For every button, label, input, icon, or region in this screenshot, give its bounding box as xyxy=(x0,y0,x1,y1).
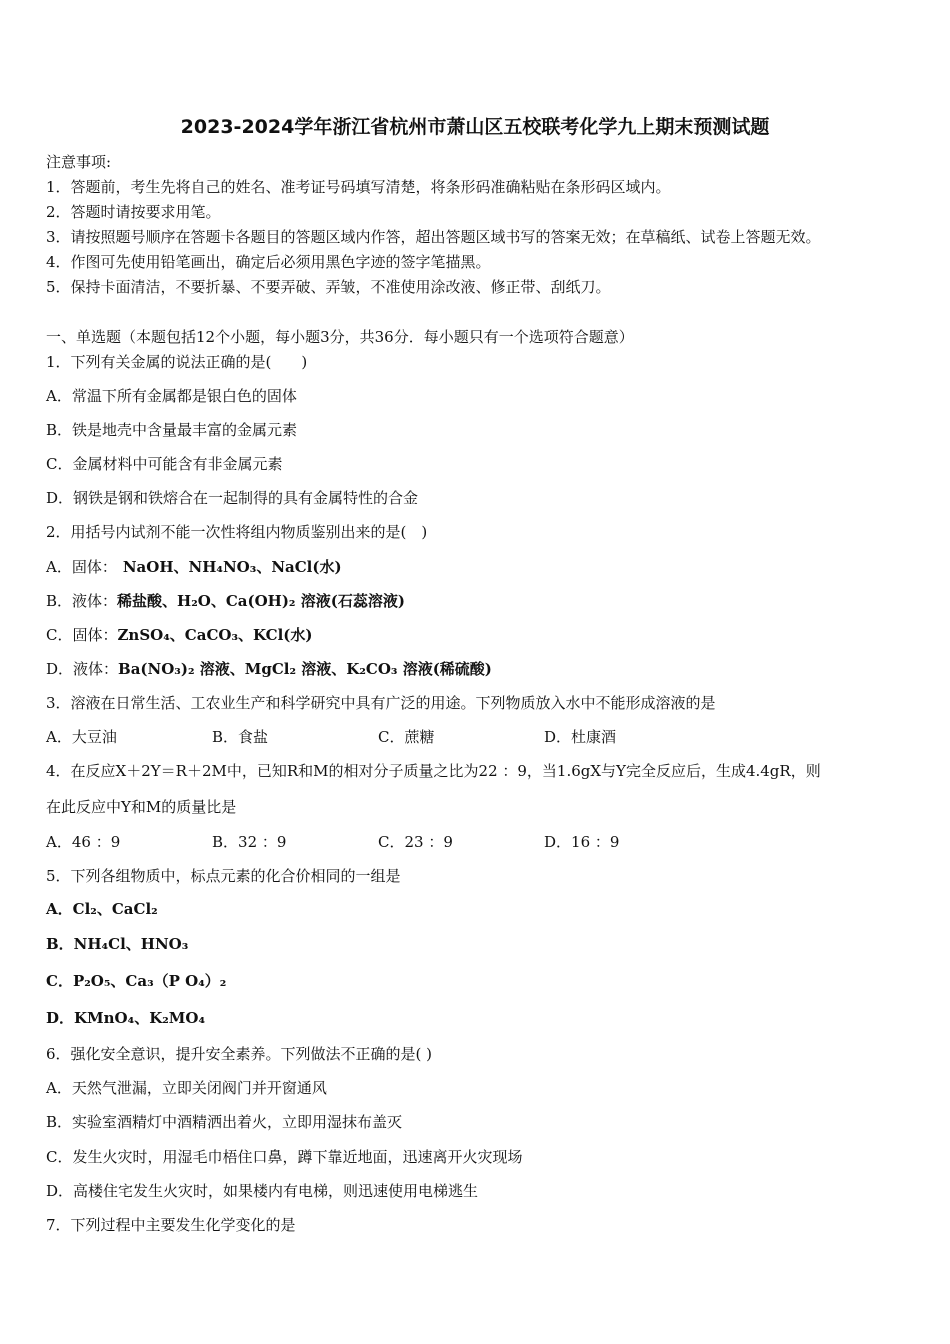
question-2-stem: 2．用括号内试剂不能一次性将组内物质鉴别出来的是( ) xyxy=(46,523,428,541)
question-4-option-c: C．23 ：9 xyxy=(378,833,453,851)
option-text: 稀盐酸、H₂O、Ca(OH)₂ 溶液(石蕊溶液) xyxy=(117,592,405,610)
question-6-stem: 6．强化安全意识，提升安全素养。下列做法不正确的是( ) xyxy=(46,1045,433,1063)
question-3-options xyxy=(46,727,616,747)
question-2-option-a xyxy=(46,557,342,577)
question-3-stem: 3．溶液在日常生活、工农业生产和科学研究中具有广泛的用途。下列物质放入水中不能形成溶液的是 xyxy=(46,694,716,712)
note-item: 4．作图可先使用铅笔画出，确定后必须用黑色字迹的签字笔描黑。 xyxy=(46,253,491,271)
option-text: NaOH、NH₄NO₃、NaCl(水) xyxy=(122,558,342,576)
question-6-option-b: B．实验室酒精灯中酒精洒出着火，立即用湿抹布盖灭 xyxy=(46,1113,403,1131)
page-title: 2023-2024学年浙江省杭州市萧山区五校联考化学九上期末预测试题 xyxy=(180,116,770,138)
question-3-option-c: C．蔗糖 xyxy=(378,728,435,746)
question-3-option-d: D．杜康酒 xyxy=(544,728,617,746)
note-item: 3．请按照题号顺序在答题卡各题目的答题区域内作答，超出答题区域书写的答案无效；在草稿纸、试卷上答题无效。 xyxy=(46,228,821,246)
note-item: 2．答题时请按要求用笔。 xyxy=(46,203,221,221)
option-label: C．固体： xyxy=(46,626,118,644)
note-item: 1．答题前，考生先将自己的姓名、准考证号码填写清楚，将条形码准确粘贴在条形码区域内。 xyxy=(46,178,671,196)
option-label: A．固体： xyxy=(46,558,117,576)
question-1-option-c: C．金属材料中可能含有非金属元素 xyxy=(46,455,283,473)
question-5-option-c: C．P₂O₅、Ca₃（P O₄）₂ xyxy=(46,972,227,990)
question-4-options xyxy=(46,832,619,852)
question-2-option-c xyxy=(46,625,313,645)
option-label: B．液体： xyxy=(46,592,118,610)
question-6-option-c: C．发生火灾时，用湿毛巾梧住口鼻，蹲下靠近地面，迅速离开火灾现场 xyxy=(46,1148,523,1166)
question-6-option-a: A．天然气泄漏，立即关闭阀门并开窗通风 xyxy=(46,1079,327,1097)
question-3-option-b: B．食盐 xyxy=(212,728,269,746)
question-1-stem: 1．下列有关金属的说法正确的是( ) xyxy=(46,353,308,371)
question-6-option-d: D．高楼住宅发生火灾时，如果楼内有电梯，则迅速使用电梯逃生 xyxy=(46,1182,479,1200)
question-4-option-d: D．16 ：9 xyxy=(544,833,620,851)
question-5-option-d: D．KMnO₄、K₂MO₄ xyxy=(46,1009,206,1027)
notes-heading: 注意事项: xyxy=(46,153,112,171)
question-2-option-b xyxy=(46,591,405,611)
question-5-option-a: A．Cl₂、CaCl₂ xyxy=(46,900,158,918)
option-text: Ba(NO₃)₂ 溶液、MgCl₂ 溶液、K₂CO₃ 溶液(稀硫酸) xyxy=(118,660,492,678)
question-1-option-a: A．常温下所有金属都是银白色的固体 xyxy=(46,387,297,405)
question-3-option-a: A．大豆油 xyxy=(46,728,117,746)
note-item: 5．保持卡面清洁，不要折暴、不要弄破、弄皱，不准使用涂改液、修正带、刮纸刀。 xyxy=(46,278,611,296)
question-2-option-d xyxy=(46,659,492,679)
question-4-stem-line1: 4．在反应X＋2Y＝R＋2M中，已知R和M的相对分子质量之比为22 ：9，当1.6gX与Y完全反应后，生成4.4gR，则 xyxy=(46,762,821,780)
option-label: D．液体： xyxy=(46,660,119,678)
section-heading: 一、单选题（本题包括12个小题，每小题3分，共36分．每小题只有一个选项符合题意） xyxy=(46,328,634,346)
question-4-option-a: A．46 ：9 xyxy=(46,833,121,851)
question-1-option-b: B．铁是地壳中含量最丰富的金属元素 xyxy=(46,421,298,439)
option-text: ZnSO₄、CaCO₃、KCl(水) xyxy=(117,626,313,644)
question-5-option-b: B．NH₄Cl、HNO₃ xyxy=(46,935,189,953)
question-1-option-d: D．钢铁是钢和铁熔合在一起制得的具有金属特性的合金 xyxy=(46,489,419,507)
question-4-option-b: B．32 ：9 xyxy=(212,833,287,851)
question-5-stem: 5．下列各组物质中，标点元素的化合价相同的一组是 xyxy=(46,867,401,885)
question-7-stem: 7．下列过程中主要发生化学变化的是 xyxy=(46,1216,296,1234)
question-4-stem-line2: 在此反应中Y和M的质量比是 xyxy=(46,798,237,816)
